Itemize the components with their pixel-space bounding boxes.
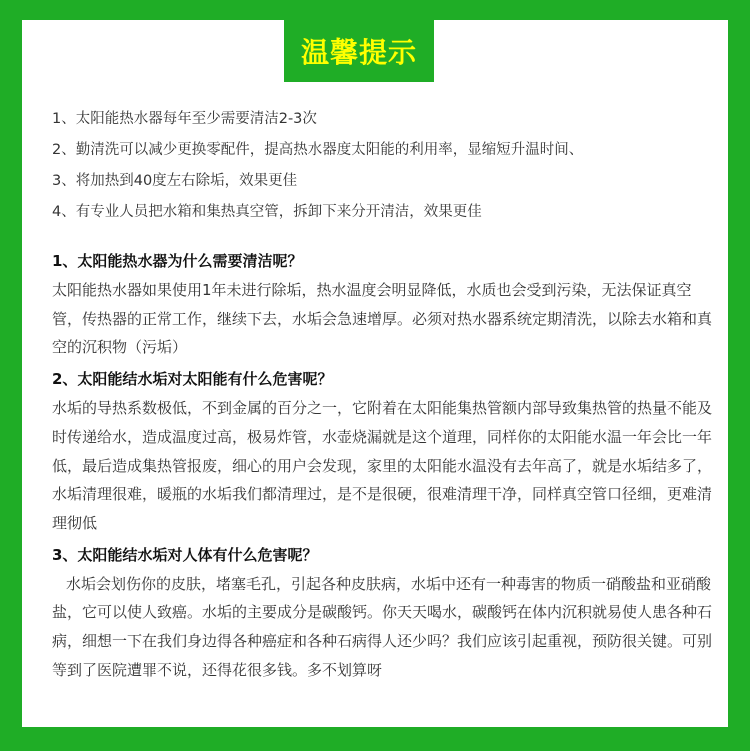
tips-list [52,104,712,228]
faq-question-2: 2、太阳能结水垢对太阳能有什么危害呢？ [52,370,333,389]
faq-answer-3: 水垢会划伤你的皮肤，堵塞毛孔，引起各种皮肤病，水垢中还有一种毒害的物质一硝酸盐和亚硝酸盐，它可以使人致癌。水垢的主要成分是碳酸钙。你天天喝水，碳酸钙在体内沉积就易使人患各种石病，细想一下在我们身边得各种癌症和各种石病得人还少吗？我们应该引起重视，预防很关键。可别等到了医院遭罪不说，还得花很多钱。多不划算呀 [52,574,713,679]
faq-question-1: 1、太阳能热水器为什么需要清洁呢？ [52,252,303,270]
faq-section [52,246,718,686]
tip-item: 4、有专业人员把水箱和集热真空管，拆卸下来分开清洁，效果更佳 [52,204,482,220]
faq-answer-1: 太阳能热水器如果使用1年未进行除垢，热水温度会明显降低，水质也会受到污染，无法保证真空管，传热器的正常工作，继续下去，水垢会急速增厚。必须对热水器系统定期清洗，以除去水箱和真空的沉积物（污垢） [52,281,713,357]
tip-item: 2、勤清洗可以减少更换零配件，提高热水器度太阳能的利用率，显缩短升温时间、 [52,142,584,158]
page-title: 温馨提示 [284,20,434,82]
tip-item: 3、将加热到40度左右除垢，效果更佳 [52,173,298,189]
tip-item: 1、太阳能热水器每年至少需要清洁2-3次 [52,111,317,127]
faq-question-3: 3、太阳能结水垢对人体有什么危害呢？ [52,545,318,564]
faq-answer-2: 水垢的导热系数极低，不到金属的百分之一，它附着在太阳能集热管额内部导致集热管的热量不能及时传递给水，造成温度过高，极易炸管，水壶烧漏就是这个道理，同样你的太阳能水温一年会比一年低，最后造成集热管报废，细心的用户会发现，家里的太阳能水温没有去年高了，就是水垢结多了，水垢清理很难，暖瓶的水垢我们都清理过，是不是很硬，很难清理干净，同样真空管口径细，更难清理彻低 [52,399,713,532]
